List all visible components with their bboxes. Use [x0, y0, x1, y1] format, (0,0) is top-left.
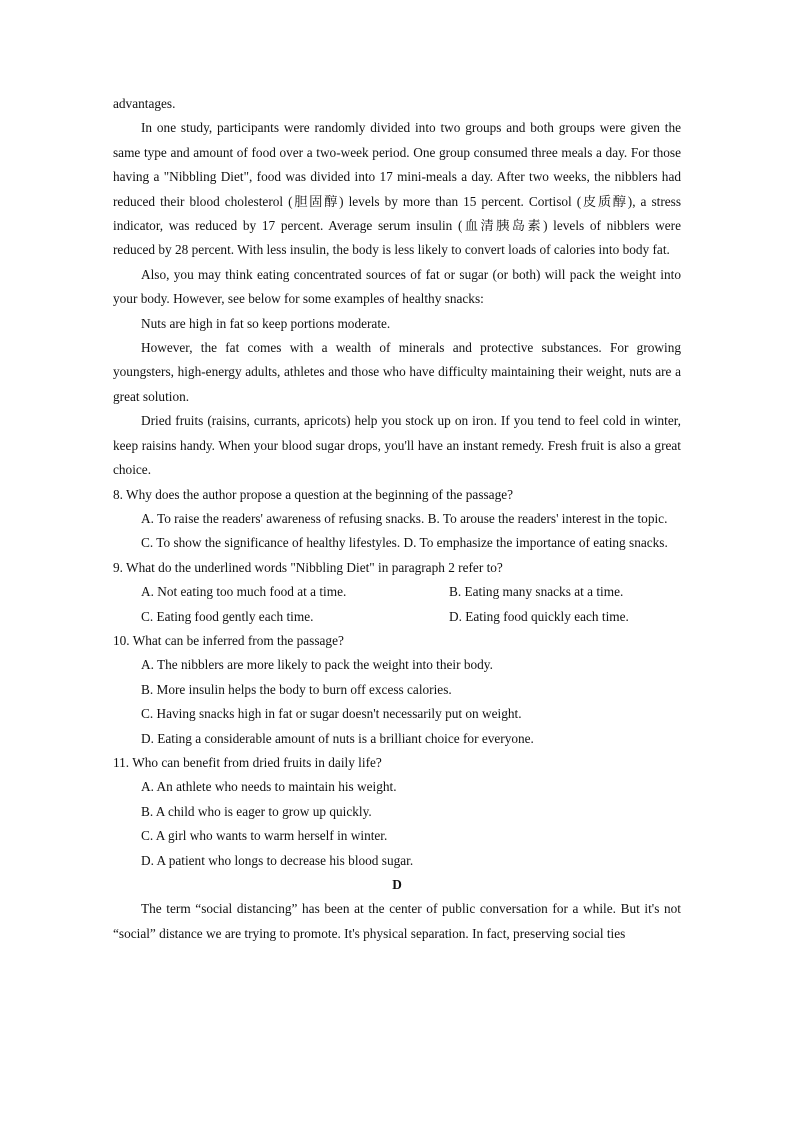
passage-c-paragraph-6: Dried fruits (raisins, currants, apricots) help you stock up on iron. If you tend to feel cold in winter, keep raisins handy. When your blood sugar drops, you'll have an instant remedy. Fresh fruit is also a great choice. [113, 413, 681, 478]
passage-c-continued: advantages. [113, 96, 176, 111]
question-11-option-d: D. A patient who longs to decrease his blood sugar. [141, 852, 414, 868]
question-9-option-b: B. Eating many snacks at a time. [449, 584, 624, 600]
question-9-option-a: A. Not eating too much food at a time. [141, 584, 347, 600]
passage-d-paragraph-1: The term “social distancing” has been at the center of public conversation for a while. But it's not “social” distance we are trying to promote. It's physical separation. In fact, preserving social ties [113, 901, 681, 941]
question-11-option-a: A. An athlete who needs to maintain his weight. [141, 779, 397, 795]
passage-c-paragraph-5: However, the fat comes with a wealth of minerals and protective substances. For growing youngsters, high-energy adults, athletes and those who have difficulty maintaining their weight, nuts are a great solution. [113, 340, 681, 404]
question-8-options-ab [113, 507, 681, 531]
question-10-option-d: D. Eating a considerable amount of nuts is a brilliant choice for everyone. [141, 730, 534, 746]
question-9-option-c: C. Eating food gently each time. [141, 608, 314, 624]
question-9-stem: 9. What do the underlined words "Nibbling Diet" in paragraph 2 refer to? [113, 559, 503, 575]
question-8-option-b: B. To arouse the readers' interest in the topic. [427, 510, 668, 526]
question-11-option-c: C. A girl who wants to warm herself in winter. [141, 828, 388, 844]
question-10-option-c: C. Having snacks high in fat or sugar doesn't necessarily put on weight. [141, 706, 522, 722]
question-10-stem: 10. What can be inferred from the passage? [113, 632, 344, 648]
question-10-option-b: B. More insulin helps the body to burn off excess calories. [141, 681, 452, 697]
question-11-stem: 11. Who can benefit from dried fruits in daily life? [113, 754, 382, 770]
question-8-option-a: A. To raise the readers' awareness of refusing snacks. [141, 510, 425, 526]
question-8-option-d: D. To emphasize the importance of eating snacks. [403, 535, 668, 551]
question-9-options-ab [113, 580, 681, 604]
question-9-option-d: D. Eating food quickly each time. [449, 608, 629, 624]
question-11-option-b: B. A child who is eager to grow up quickly. [141, 803, 372, 819]
question-8-option-c: C. To show the significance of healthy lifestyles. [141, 535, 401, 551]
document-page [113, 92, 681, 946]
passage-d-heading: D [392, 877, 402, 892]
question-9-options-cd [113, 605, 681, 629]
question-10-option-a: A. The nibblers are more likely to pack the weight into their body. [141, 657, 493, 673]
question-8-options-cd [113, 531, 681, 555]
passage-c-paragraph-4: Nuts are high in fat so keep portions moderate. [141, 315, 391, 331]
passage-c-paragraph-3: Also, you may think eating concentrated sources of fat or sugar (or both) will pack the weight into your body. However, see below for some examples of healthy snacks: [113, 266, 681, 307]
passage-c-paragraph-2: In one study, participants were randomly divided into two groups and both groups were given the same type and amount of food over a two-week period. One group consumed three meals a day. For those having a "Nibbling Diet", food was divided into 17 mini-meals a day. After two weeks, the nibblers had reduced their blood cholesterol (胆固醇) levels by more than 15 percent. Cortisol (皮质醇), a stress indicator, was reduced by 17 percent. Average serum insulin (血清胰岛素) levels of nibblers were reduced by 28 percent. With less insulin, the body is less likely to convert loads of calories into body fat. [113, 120, 681, 258]
question-8-stem: 8. Why does the author propose a question at the beginning of the passage? [113, 486, 514, 502]
